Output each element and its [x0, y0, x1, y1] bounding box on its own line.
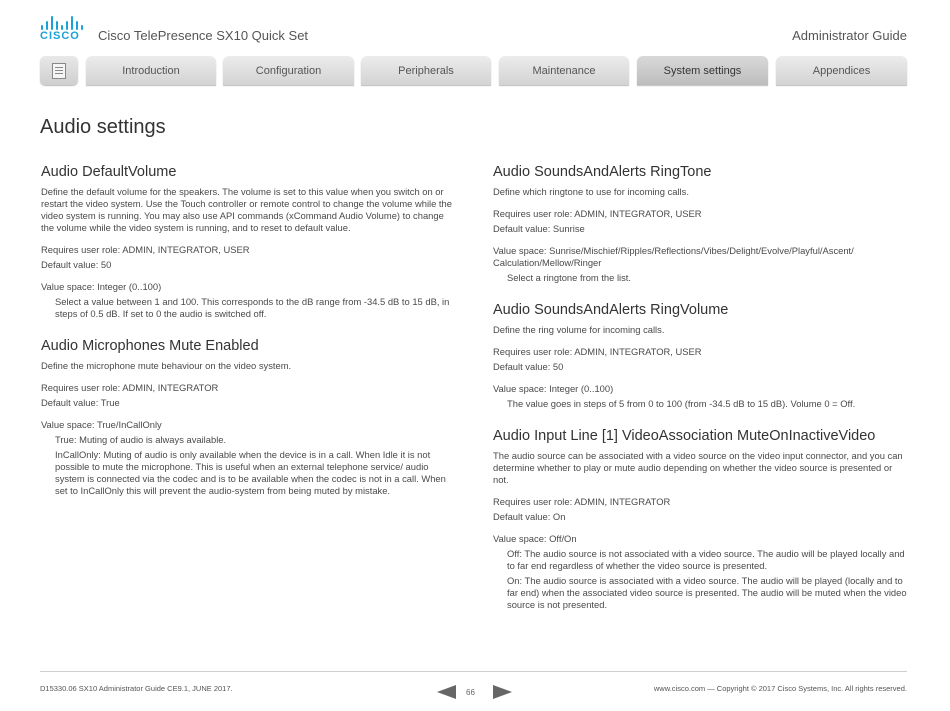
cisco-logo-text: CISCO — [40, 30, 80, 42]
setting-value-detail: On: The audio source is associated with a video source. The audio will be played (locally and to far end) when the associated video source is presented. The audio will be muted when the video source is not presented. — [507, 575, 907, 610]
setting-ring-volume — [493, 301, 908, 410]
setting-value-space: Value space: Integer (0..100) — [41, 281, 162, 292]
page-number: 66 — [466, 688, 475, 697]
setting-description: Define which ringtone to use for incoming calls. — [493, 186, 689, 197]
product-title: Cisco TelePresence SX10 Quick Set — [98, 28, 309, 43]
guide-title: Administrator Guide — [792, 28, 907, 43]
arrow-left-icon[interactable] — [437, 685, 456, 699]
tab-system-settings[interactable]: System settings — [637, 56, 768, 85]
setting-value-space: Value space: Integer (0..100) — [493, 383, 614, 394]
tab-maintenance[interactable]: Maintenance — [499, 56, 629, 85]
setting-value-detail: InCallOnly: Muting of audio is only available when the device is in a call. When Idle it is not possible to mute the microphone. This is useful when an external telephone service/ audio system is connected via the codec and is to be available when the codec is not in a call. When set to InCallOnly this will prevent the audio-system from being muted by mistake. — [55, 449, 446, 496]
setting-value-space: Value space: Off/On — [493, 533, 577, 544]
setting-value-detail: Select a value between 1 and 100. This corresponds to the dB range from -34.5 dB to 15 dB, in steps of 0.5 dB. If set to 0 the audio is switched off. — [55, 296, 450, 319]
setting-default-value: Default value: 50 — [493, 361, 564, 372]
setting-user-role: Requires user role: ADMIN, INTEGRATOR, USER — [493, 208, 702, 219]
setting-description: Define the microphone mute behaviour on the video system. — [41, 360, 292, 371]
setting-value-space: Value space: Sunrise/Mischief/Ripples/Reflections/Vibes/Delight/Evolve/Playful/Ascent/ Calculation/Mellow/Ringer — [493, 245, 854, 268]
setting-user-role: Requires user role: ADMIN, INTEGRATOR — [493, 496, 671, 507]
setting-title: Audio DefaultVolume — [41, 164, 177, 180]
page-header — [0, 0, 950, 52]
setting-description: The audio source can be associated with a video source on the video input connector, and you can determine whether to play or mute audio depending on whether the video source is presented or not. — [493, 450, 903, 485]
cisco-logo-bars-icon — [40, 16, 86, 30]
setting-title: Audio Microphones Mute Enabled — [41, 338, 259, 354]
setting-value-detail: True: Muting of audio is always available. — [55, 434, 227, 445]
setting-user-role: Requires user role: ADMIN, INTEGRATOR, USER — [493, 346, 702, 357]
navigation-tabs — [40, 56, 907, 85]
tab-configuration[interactable]: Configuration — [223, 56, 354, 85]
tab-peripherals[interactable]: Peripherals — [361, 56, 491, 85]
tab-home[interactable] — [40, 56, 78, 85]
setting-user-role: Requires user role: ADMIN, INTEGRATOR, USER — [41, 244, 250, 255]
setting-audio-default-volume — [41, 163, 453, 320]
arrow-right-icon[interactable] — [493, 685, 512, 699]
setting-default-value: Default value: On — [493, 511, 566, 522]
page-title: Audio settings — [40, 116, 166, 138]
setting-default-value: Default value: Sunrise — [493, 223, 585, 234]
tab-introduction[interactable]: Introduction — [86, 56, 216, 85]
footer-divider — [40, 671, 907, 672]
left-column — [41, 163, 453, 514]
tab-appendices[interactable]: Appendices — [776, 56, 907, 85]
setting-default-value: Default value: True — [41, 397, 120, 408]
setting-ringtone — [493, 163, 908, 284]
document-icon — [52, 63, 66, 79]
setting-user-role: Requires user role: ADMIN, INTEGRATOR — [41, 382, 219, 393]
setting-title: Audio Input Line [1] VideoAssociation MuteOnInactiveVideo — [493, 428, 876, 444]
footer-copyright: www.cisco.com — Copyright © 2017 Cisco Systems, Inc. All rights reserved. — [653, 684, 907, 693]
setting-description: Define the default volume for the speakers. The volume is set to this value when you switch on or restart the video system. Use the Touch controller or remote control to change the volume while the video system is running. You may also use API commands (xCommand Audio Volume) to change the volume while the video system is running, and to reset to default value. — [41, 186, 452, 233]
setting-value-detail: Off: The audio source is not associated with a video source. The audio will be played locally and to far end regardless of whether the video source is presented. — [507, 548, 905, 571]
setting-value-detail: Select a ringtone from the list. — [507, 272, 632, 283]
setting-default-value: Default value: 50 — [41, 259, 112, 270]
setting-title: Audio SoundsAndAlerts RingTone — [493, 164, 712, 180]
right-column — [493, 163, 908, 628]
setting-audio-microphones-mute-enabled — [41, 337, 453, 497]
setting-value-space: Value space: True/InCallOnly — [41, 419, 162, 430]
setting-title: Audio SoundsAndAlerts RingVolume — [493, 302, 729, 318]
cisco-logo — [40, 16, 86, 42]
setting-description: Define the ring volume for incoming calls. — [493, 324, 665, 335]
setting-value-detail: The value goes in steps of 5 from 0 to 100 (from -34.5 dB to 15 dB). Volume 0 = Off. — [507, 398, 856, 409]
footer-doc-id: D15330.06 SX10 Administrator Guide CE9.1, JUNE 2017. — [40, 684, 233, 693]
setting-mute-on-inactive-video — [493, 427, 908, 611]
